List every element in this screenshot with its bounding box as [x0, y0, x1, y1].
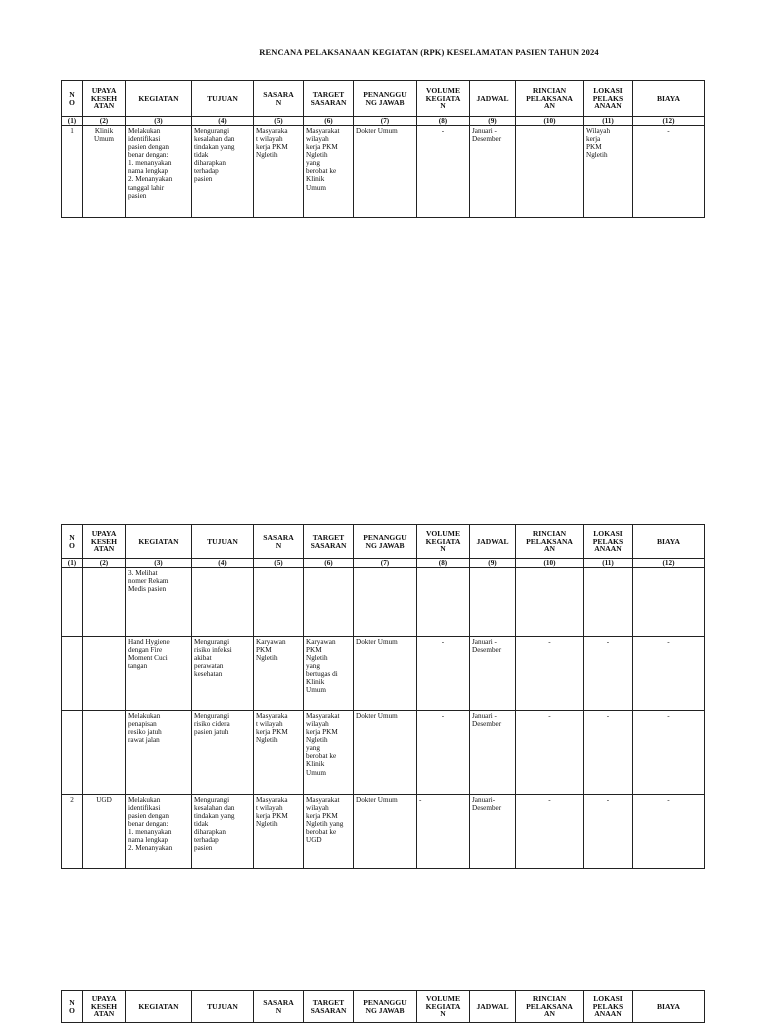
cell-volume [417, 568, 470, 637]
column-number: (12) [633, 117, 705, 126]
header-tujuan: TUJUAN [192, 525, 254, 559]
cell-kegiatan: Melakukan penapisan resiko jatuh rawat jalan [126, 711, 192, 795]
cell-jadwal: Januari - Desember [470, 126, 516, 218]
column-number: (7) [354, 117, 417, 126]
header-tujuan: TUJUAN [192, 991, 254, 1023]
header-no: N O [62, 991, 83, 1023]
cell-upaya [83, 637, 126, 711]
cell-kegiatan: Hand Hygiene dengan Fire Moment Cuci tangan [126, 637, 192, 711]
cell-kegiatan: Melakukan identifikasi pasien dengan benar dengan: 1. menanyakan nama lengkap 2. Menanyakan [126, 795, 192, 869]
cell-biaya: - [633, 126, 705, 218]
column-number: (4) [192, 117, 254, 126]
column-number: (9) [470, 559, 516, 568]
cell-volume: - [417, 637, 470, 711]
header-jadwal: JADWAL [470, 991, 516, 1023]
cell-volume: - [417, 711, 470, 795]
table-row [62, 795, 705, 869]
header-kegiatan: KEGIATAN [126, 81, 192, 117]
cell-target: Masyarakat wilayah kerja PKM Ngletih yang berobat ke Klinik Umum [304, 711, 354, 795]
cell-biaya: - [633, 795, 705, 869]
cell-target: Masyarakat wilayah kerja PKM Ngletih yang berobat ke Klinik Umum [304, 126, 354, 218]
rpk-table-page-1 [61, 80, 705, 218]
rpk-table-page-2 [61, 524, 705, 869]
header-target-sasaran: TARGET SASARAN [304, 525, 354, 559]
header-target-sasaran: TARGET SASARAN [304, 991, 354, 1023]
header-tujuan: TUJUAN [192, 81, 254, 117]
header-biaya: BIAYA [633, 81, 705, 117]
header-rincian-pelaksanaan: RINCIAN PELAKSANA AN [516, 525, 584, 559]
header-kegiatan: KEGIATAN [126, 525, 192, 559]
cell-no: 2 [62, 795, 83, 869]
cell-tujuan [192, 568, 254, 637]
cell-upaya: Klinik Umum [83, 126, 126, 218]
cell-tujuan: Mengurangi kesalahan dan tindakan yang tidak diharapkan terhadap pasien [192, 126, 254, 218]
cell-sasaran [254, 568, 304, 637]
header-biaya: BIAYA [633, 525, 705, 559]
cell-rincian [516, 568, 584, 637]
cell-lokasi: Wilayah kerja PKM Ngletih [584, 126, 633, 218]
header-no: N O [62, 525, 83, 559]
cell-upaya [83, 711, 126, 795]
column-number: (2) [83, 559, 126, 568]
cell-sasaran: Masyaraka t wilayah kerja PKM Ngletih [254, 795, 304, 869]
cell-sasaran: Masyaraka t wilayah kerja PKM Ngletih [254, 711, 304, 795]
header-penanggung-jawab: PENANGGU NG JAWAB [354, 81, 417, 117]
column-number: (11) [584, 559, 633, 568]
cell-tujuan: Mengurangi kesalahan dan tindakan yang tidak diharapkan terhadap pasien [192, 795, 254, 869]
column-number: (1) [62, 559, 83, 568]
table-row [62, 711, 705, 795]
cell-no [62, 568, 83, 637]
cell-upaya [83, 568, 126, 637]
cell-tujuan: Mengurangi risiko infeksi akibat perawatan kesehatan [192, 637, 254, 711]
table-row [62, 568, 705, 637]
column-number-row [62, 117, 705, 126]
cell-biaya: - [633, 637, 705, 711]
document-title: RENCANA PELAKSANAAN KEGIATAN (RPK) KESELAMATAN PASIEN TAHUN 2024 [259, 47, 599, 57]
cell-upaya: UGD [83, 795, 126, 869]
column-number: (5) [254, 559, 304, 568]
cell-penanggung-jawab: Dokter Umum [354, 637, 417, 711]
column-number: (3) [126, 559, 192, 568]
table-row [62, 637, 705, 711]
header-kegiatan: KEGIATAN [126, 991, 192, 1023]
header-jadwal: JADWAL [470, 525, 516, 559]
header-upaya-kesehatan: UPAYA KESEH ATAN [83, 525, 126, 559]
column-number: (5) [254, 117, 304, 126]
cell-sasaran: Karyawan PKM Ngletih [254, 637, 304, 711]
header-upaya-kesehatan: UPAYA KESEH ATAN [83, 991, 126, 1023]
cell-volume: - [417, 795, 470, 869]
header-upaya-kesehatan: UPAYA KESEH ATAN [83, 81, 126, 117]
column-number: (7) [354, 559, 417, 568]
rpk-table-page-3 [61, 990, 705, 1023]
header-volume-kegiatan: VOLUME KEGIATA N [417, 991, 470, 1023]
cell-lokasi: - [584, 795, 633, 869]
cell-rincian [516, 126, 584, 218]
cell-penanggung-jawab: Dokter Umum [354, 711, 417, 795]
column-number: (4) [192, 559, 254, 568]
column-number: (12) [633, 559, 705, 568]
table-row [62, 126, 705, 218]
column-number: (10) [516, 559, 584, 568]
cell-no: 1 [62, 126, 83, 218]
cell-no [62, 637, 83, 711]
table-header-row [62, 81, 705, 117]
column-number: (6) [304, 117, 354, 126]
cell-target [304, 568, 354, 637]
header-penanggung-jawab: PENANGGU NG JAWAB [354, 525, 417, 559]
table-header-row [62, 991, 705, 1023]
header-rincian-pelaksanaan: RINCIAN PELAKSANA AN [516, 991, 584, 1023]
cell-volume: - [417, 126, 470, 218]
cell-penanggung-jawab: Dokter Umum [354, 795, 417, 869]
cell-lokasi: - [584, 637, 633, 711]
cell-sasaran: Masyaraka t wilayah kerja PKM Ngletih [254, 126, 304, 218]
cell-rincian: - [516, 795, 584, 869]
cell-kegiatan: Melakukan identifikasi pasien dengan benar dengan: 1. menanyakan nama lengkap 2. Menanyakan tanggal lahir pasien [126, 126, 192, 218]
header-rincian-pelaksanaan: RINCIAN PELAKSANA AN [516, 81, 584, 117]
header-sasaran: SASARA N [254, 81, 304, 117]
header-penanggung-jawab: PENANGGU NG JAWAB [354, 991, 417, 1023]
cell-lokasi [584, 568, 633, 637]
header-lokasi-pelaksanaan: LOKASI PELAKS ANAAN [584, 991, 633, 1023]
header-biaya: BIAYA [633, 991, 705, 1023]
column-number: (2) [83, 117, 126, 126]
header-sasaran: SASARA N [254, 991, 304, 1023]
column-number-row [62, 559, 705, 568]
header-no: N O [62, 81, 83, 117]
cell-tujuan: Mengurangi risiko cidera pasien jatuh [192, 711, 254, 795]
cell-no [62, 711, 83, 795]
header-lokasi-pelaksanaan: LOKASI PELAKS ANAAN [584, 81, 633, 117]
column-number: (3) [126, 117, 192, 126]
cell-lokasi: - [584, 711, 633, 795]
cell-jadwal: Januari - Desember [470, 711, 516, 795]
column-number: (8) [417, 117, 470, 126]
header-lokasi-pelaksanaan: LOKASI PELAKS ANAAN [584, 525, 633, 559]
column-number: (8) [417, 559, 470, 568]
cell-jadwal: Januari- Desember [470, 795, 516, 869]
cell-biaya [633, 568, 705, 637]
column-number: (10) [516, 117, 584, 126]
column-number: (6) [304, 559, 354, 568]
cell-target: Karyawan PKM Ngletih yang bertugas di Klinik Umum [304, 637, 354, 711]
header-volume-kegiatan: VOLUME KEGIATA N [417, 81, 470, 117]
cell-penanggung-jawab [354, 568, 417, 637]
cell-target: Masyarakat wilayah kerja PKM Ngletih yang berobat ke UGD [304, 795, 354, 869]
cell-rincian: - [516, 637, 584, 711]
header-target-sasaran: TARGET SASARAN [304, 81, 354, 117]
column-number: (1) [62, 117, 83, 126]
cell-penanggung-jawab: Dokter Umum [354, 126, 417, 218]
cell-jadwal: Januari - Desember [470, 637, 516, 711]
table-header-row [62, 525, 705, 559]
column-number: (11) [584, 117, 633, 126]
header-sasaran: SASARA N [254, 525, 304, 559]
header-jadwal: JADWAL [470, 81, 516, 117]
cell-kegiatan: 3. Melihat nomer Rekam Medis pasien [126, 568, 192, 637]
column-number: (9) [470, 117, 516, 126]
cell-jadwal [470, 568, 516, 637]
cell-biaya: - [633, 711, 705, 795]
cell-rincian: - [516, 711, 584, 795]
header-volume-kegiatan: VOLUME KEGIATA N [417, 525, 470, 559]
